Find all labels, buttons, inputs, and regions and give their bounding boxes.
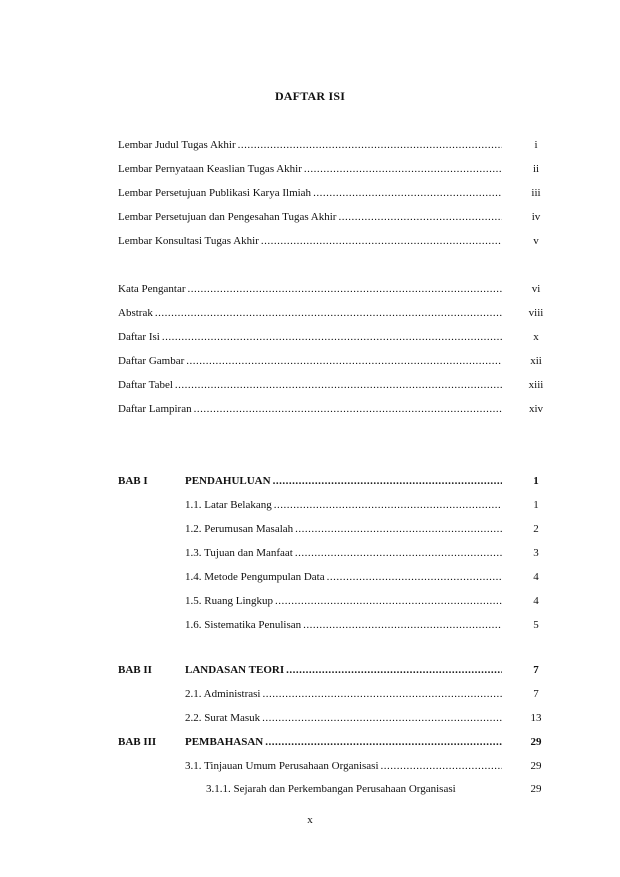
leader-dots [273,474,502,489]
leader-dots [262,711,502,726]
toc-entry-page: ii [532,163,540,175]
leader-dots [295,522,502,537]
chapter-code: BAB II [118,664,152,676]
leader-dots [155,306,502,321]
section-entry[interactable] [185,594,502,609]
section-label: 1.3. Tujuan dan Manfaat [185,547,293,559]
chapter-page: 1 [533,475,539,487]
toc-entry[interactable] [118,234,502,249]
section-entry[interactable] [185,546,502,561]
section-label: 2.2. Surat Masuk [185,712,261,724]
toc-entry-page: iv [531,211,541,223]
leader-dots [295,546,502,561]
chapter-code: BAB III [118,736,157,748]
toc-entry-label: Lembar Persetujuan dan Pengesahan Tugas Akhir [118,211,337,223]
toc-entry-label: Lembar Judul Tugas Akhir [118,139,236,151]
toc-entry-label: Abstrak [118,307,153,319]
leader-dots [188,282,503,297]
chapter-code: BAB I [118,475,148,487]
toc-entry-label: Daftar Tabel [118,379,173,391]
toc-entry[interactable] [118,282,502,297]
toc-entry-label: Lembar Persetujuan Publikasi Karya Ilmiah [118,187,312,199]
section-page: 1 [533,499,539,511]
section-label: 1.2. Perumusan Masalah [185,523,294,535]
toc-entry[interactable] [118,210,502,225]
toc-entry-page: v [533,235,539,247]
toc-entry[interactable] [118,186,502,201]
section-page: 29 [530,760,542,772]
leader-dots [162,330,502,345]
chapter-page: 7 [533,664,539,676]
toc-entry-page: xii [530,355,542,367]
leader-dots [381,759,502,774]
toc-entry-page: xiii [528,379,544,391]
toc-entry[interactable] [118,162,502,177]
chapter-title-entry[interactable] [185,474,502,489]
section-label: 3.1. Tinjauan Umum Perusahaan Organisasi [185,760,379,772]
toc-entry-page: x [533,331,539,343]
toc-entry[interactable] [118,402,502,417]
toc-entry-label: Daftar Isi [118,331,160,343]
toc-entry[interactable] [118,378,502,393]
section-label: 2.1. Administrasi [185,688,261,700]
leader-dots [186,354,502,369]
leader-dots [338,210,502,225]
toc-entry-label: Kata Pengantar [118,283,186,295]
leader-dots [265,735,502,750]
page-title: DAFTAR ISI [274,89,346,103]
toc-entry-label: Daftar Lampiran [118,403,192,415]
section-page: 7 [533,688,539,700]
chapter-page: 29 [530,736,542,748]
leader-dots [238,138,502,153]
toc-entry-page: i [534,139,538,151]
leader-dots [274,498,502,513]
toc-entry[interactable] [118,138,502,153]
toc-entry-label: Daftar Gambar [118,355,185,367]
toc-entry-page: viii [528,307,544,319]
leader-dots [313,186,502,201]
section-label: 1.5. Ruang Lingkup [185,595,273,607]
leader-dots [303,618,502,633]
section-entry[interactable] [185,759,502,774]
chapter-title-entry[interactable] [185,735,502,750]
toc-entry[interactable] [118,306,502,321]
toc-entry-page: xiv [528,403,544,415]
section-label: 1.1. Latar Belakang [185,499,272,511]
toc-entry-page: iii [531,187,541,199]
page-number-footer: x [307,814,313,826]
section-entry[interactable] [185,618,502,633]
leader-dots [194,402,502,417]
leader-dots [327,570,502,585]
leader-dots [175,378,502,393]
toc-entry-page: vi [531,283,541,295]
section-page: 4 [533,595,539,607]
toc-entry[interactable] [118,330,502,345]
section-entry[interactable] [185,498,502,513]
leader-dots [286,663,502,678]
subsection-label[interactable]: 3.1.1. Sejarah dan Perkembangan Perusahaan Organisasi [206,783,456,795]
toc-entry[interactable] [118,354,502,369]
section-page: 13 [530,712,542,724]
leader-dots [304,162,502,177]
section-page: 3 [533,547,539,559]
leader-dots [262,687,502,702]
chapter-title: PENDAHULUAN [185,475,271,487]
section-page: 2 [533,523,539,535]
leader-dots [261,234,502,249]
section-entry[interactable] [185,570,502,585]
section-label: 1.6. Sistematika Penulisan [185,619,302,631]
chapter-title-entry[interactable] [185,663,502,678]
subsection-page: 29 [530,783,542,795]
section-page: 5 [533,619,539,631]
chapter-title: PEMBAHASAN [185,736,264,748]
toc-entry-label: Lembar Konsultasi Tugas Akhir [118,235,259,247]
section-entry[interactable] [185,522,502,537]
chapter-title: LANDASAN TEORI [185,664,285,676]
toc-entry-label: Lembar Pernyataan Keaslian Tugas Akhir [118,163,302,175]
section-page: 4 [533,571,539,583]
section-entry[interactable] [185,687,502,702]
section-label: 1.4. Metode Pengumpulan Data [185,571,325,583]
section-entry[interactable] [185,711,502,726]
leader-dots [275,594,502,609]
